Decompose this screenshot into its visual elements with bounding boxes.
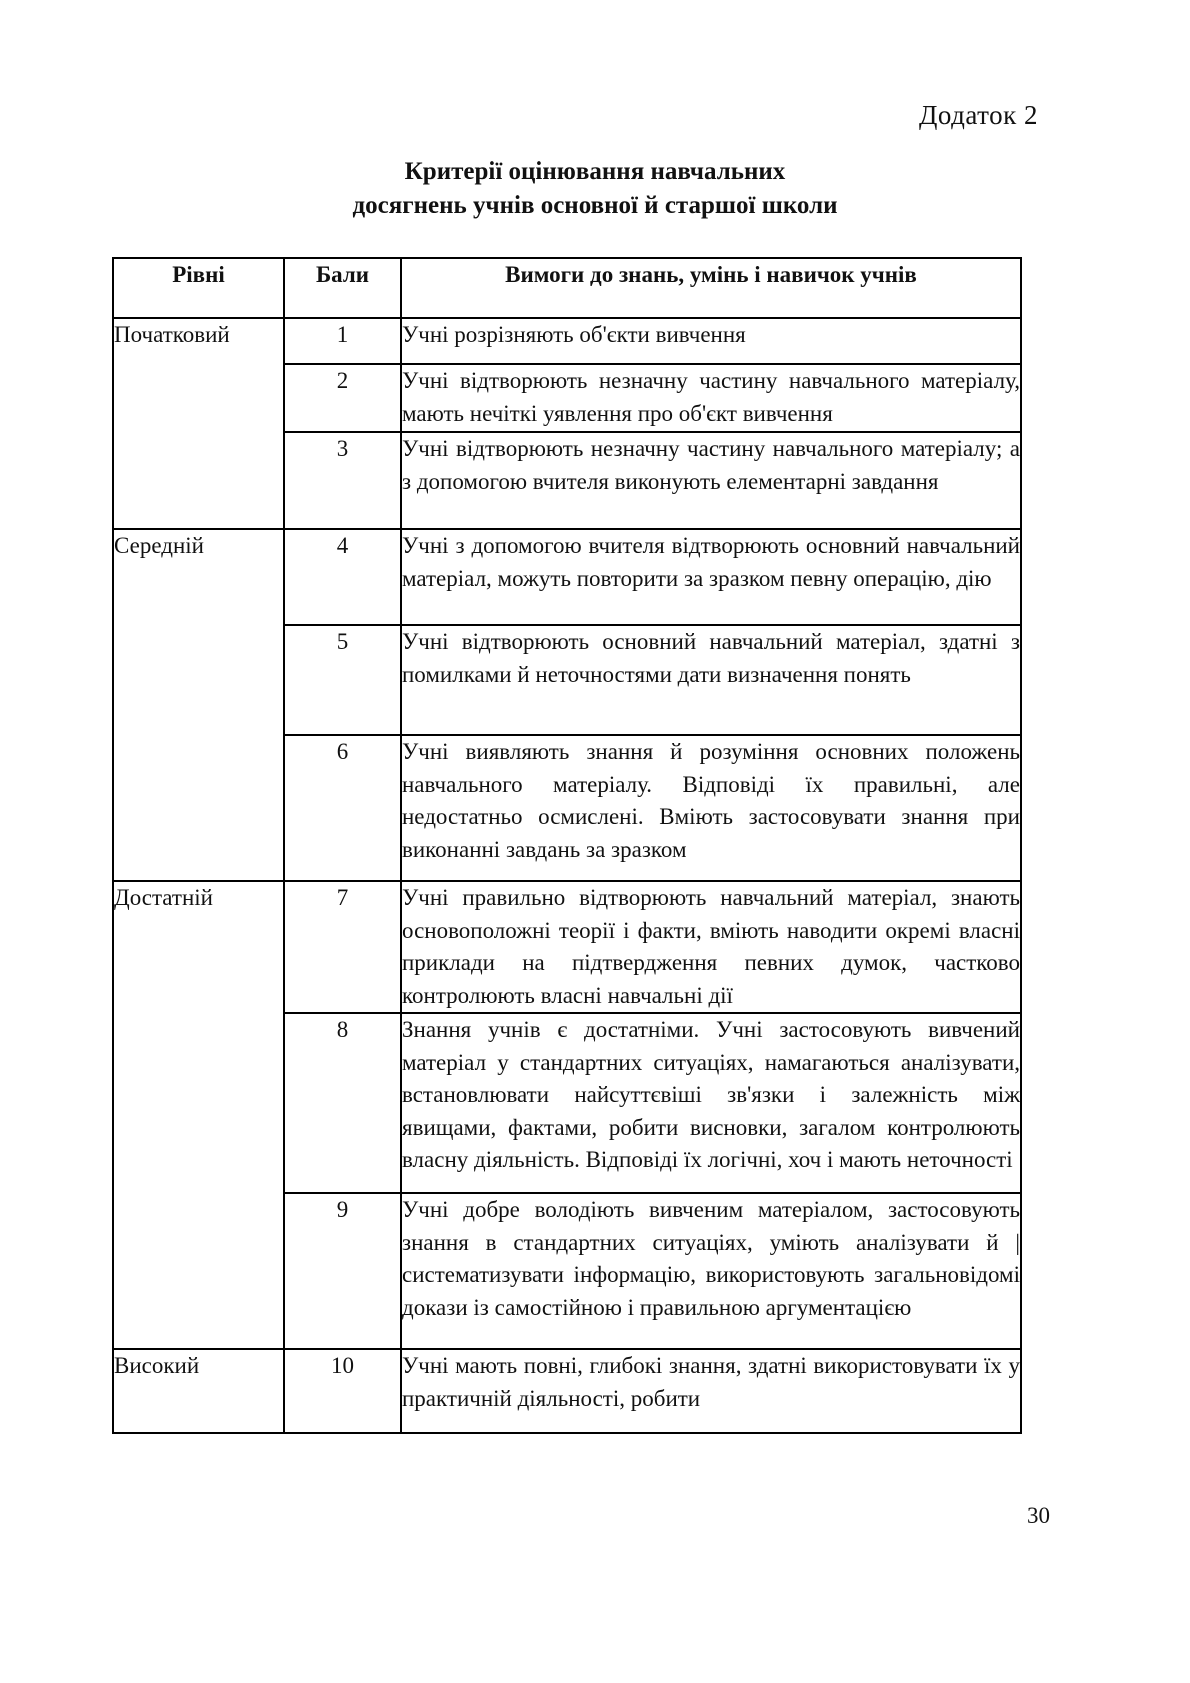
requirement-cell: Знання учнів є достатніми. Учні застосовують вивчений матеріал у стандартних ситуаціях, намагаються аналізувати, встановлювати найсуттєвіші зв'язки і залежність між явищами, фактами, робити висновки, загалом контролюють власну діяльність. Відповіді їх логічні, хоч і мають неточності: [401, 1013, 1021, 1193]
table-row: [113, 318, 1021, 364]
score-cell: 10: [284, 1349, 401, 1433]
score-cell: 8: [284, 1013, 401, 1193]
requirement-cell: Учні відтворюють основний навчальний матеріал, здатні з помилками й неточностями дати визначення понять: [401, 625, 1021, 735]
score-cell: 7: [284, 881, 401, 1013]
score-cell: 5: [284, 625, 401, 735]
level-cell: Середній: [113, 529, 284, 881]
score-cell: 9: [284, 1193, 401, 1349]
score-cell: 2: [284, 364, 401, 432]
header-levels: Рівні: [113, 258, 284, 318]
table-row: [113, 1349, 1021, 1433]
requirement-cell: Учні мають повні, глибокі знання, здатні використовувати їх у практичній діяльності, робити: [401, 1349, 1021, 1433]
requirement-cell: Учні з допомогою вчителя відтворюють основний навчальний матеріал, можуть повторити за зразком певну операцію, дію: [401, 529, 1021, 625]
page-number: 30: [1027, 1503, 1050, 1528]
header-scores: Бали: [284, 258, 401, 318]
level-cell: Початковий: [113, 318, 284, 529]
level-cell: Достатній: [113, 881, 284, 1349]
table-header-row: [113, 258, 1021, 318]
header-requirements: Вимоги до знань, умінь і навичок учнів: [401, 258, 1021, 318]
criteria-table: [112, 257, 1022, 1434]
table-row: [113, 529, 1021, 625]
page-title: [0, 155, 1190, 223]
requirement-cell: Учні відтворюють незначну частину навчального матеріалу; а з допомогою вчителя виконують елементарні завдання: [401, 432, 1021, 529]
annex-label: Додаток 2: [919, 100, 1038, 130]
score-cell: 6: [284, 735, 401, 881]
requirement-cell: Учні виявляють знання й розуміння основних положень навчального матеріалу. Відповіді їх правильні, але недостатньо осмислені. Вміють застосовувати знання при виконанні завдань за зразком: [401, 735, 1021, 881]
page-title-line-2: досягнень учнів основної й старшої школи: [352, 192, 838, 219]
page-title-line-1: Критерії оцінювання навчальних: [404, 158, 786, 185]
table-row: [113, 881, 1021, 1013]
requirement-cell: Учні розрізняють об'єкти вивчення: [401, 318, 1021, 364]
level-cell: Високий: [113, 1349, 284, 1433]
requirement-cell: Учні відтворюють незначну частину навчального матеріалу, мають нечіткі уявлення про об'єкт вивчення: [401, 364, 1021, 432]
requirement-cell: Учні добре володіють вивченим матеріалом, застосовують знання в стандартних ситуаціях, уміють аналізувати й | систематизувати інформацію, використовують загальновідомі докази із самостійною і правильною аргументацією: [401, 1193, 1021, 1349]
score-cell: 4: [284, 529, 401, 625]
score-cell: 1: [284, 318, 401, 364]
score-cell: 3: [284, 432, 401, 529]
requirement-cell: Учні правильно відтворюють навчальний матеріал, знають основоположні теорії і факти, вміють наводити окремі власні приклади на підтвердження певних думок, частково контролюють власні навчальні дії: [401, 881, 1021, 1013]
